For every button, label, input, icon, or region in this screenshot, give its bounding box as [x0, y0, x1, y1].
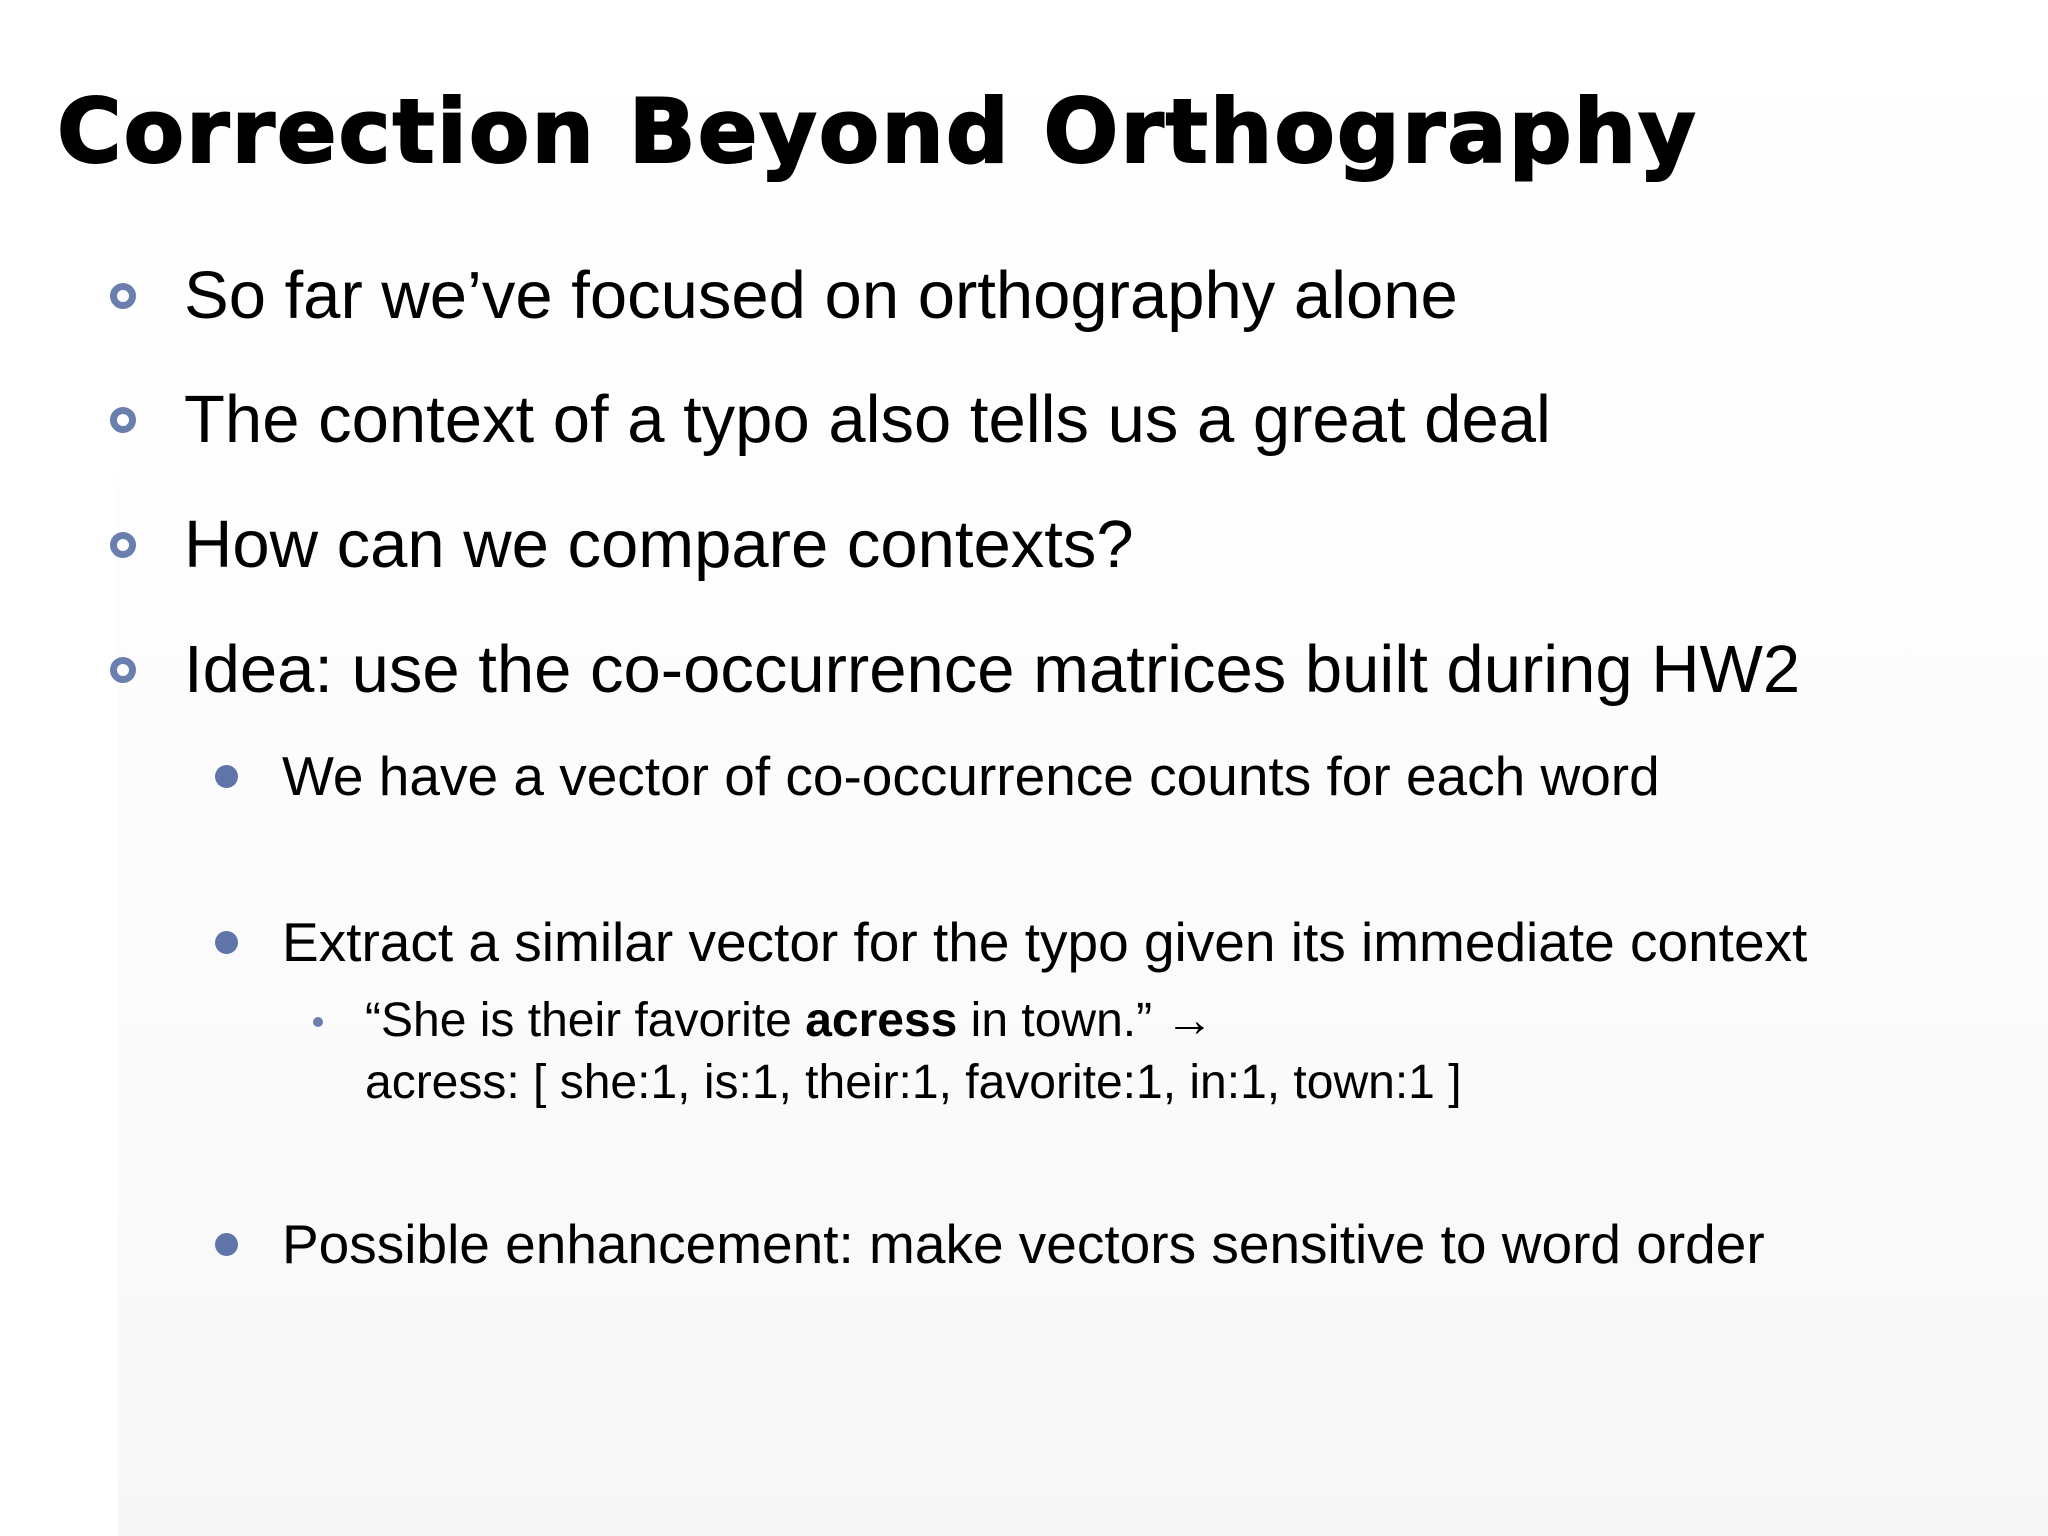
bullet-text: The context of a typo also tells us a great deal: [184, 382, 1551, 457]
bullet-text: So far we’ve focused on orthography alone: [184, 258, 1458, 333]
bullet-item-context: [110, 381, 1551, 458]
sub-bullet-text: We have a vector of co-occurrence counts for each word: [282, 745, 1660, 807]
sub-bullet-text: Extract a similar vector for the typo given its immediate context: [282, 911, 1808, 973]
sub-bullet-item-enhancement: [215, 1212, 1765, 1276]
hollow-circle-bullet-icon: [110, 657, 136, 683]
example-typo-word: acress: [805, 994, 958, 1047]
bullet-item-orthography: [110, 257, 1458, 334]
hollow-circle-bullet-icon: [110, 407, 136, 433]
hollow-circle-bullet-icon: [110, 283, 136, 309]
example-quote-after: in town.”: [957, 994, 1166, 1047]
filled-circle-bullet-icon: [215, 765, 238, 788]
sub-bullet-item-extract: [215, 910, 1807, 974]
example-text: [365, 990, 1462, 1114]
filled-circle-bullet-icon: [215, 1233, 238, 1256]
hollow-circle-bullet-icon: [110, 532, 136, 558]
example-quote-before: “She is their favorite: [365, 994, 806, 1047]
slide-title: Correction Beyond Orthography: [57, 80, 1698, 183]
filled-circle-bullet-icon: [215, 931, 238, 954]
example-bullet-item: [313, 990, 1462, 1114]
right-arrow-icon: →: [1165, 994, 1214, 1047]
bullet-item-compare: [110, 506, 1134, 583]
bullet-text: How can we compare contexts?: [184, 507, 1134, 582]
sub-bullet-item-vector: [215, 744, 1660, 808]
sub-bullet-text: Possible enhancement: make vectors sensitive to word order: [282, 1213, 1765, 1275]
small-dot-bullet-icon: [313, 1017, 323, 1027]
example-vector-line: acress: [ she:1, is:1, their:1, favorite:1, in:1, town:1 ]: [365, 1056, 1462, 1109]
bullet-text: Idea: use the co-occurrence matrices built during HW2: [184, 632, 1801, 707]
example-sentence-line: [365, 990, 1462, 1052]
bullet-item-idea: [110, 631, 1800, 708]
